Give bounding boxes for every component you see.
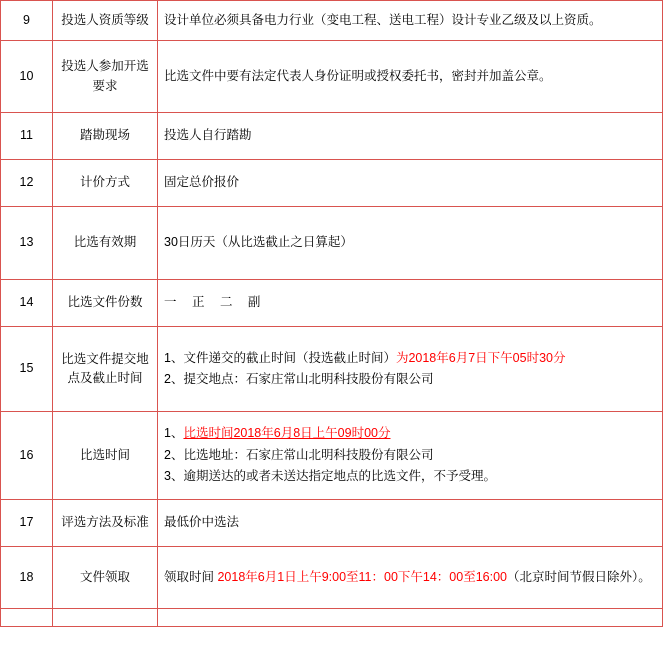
content-segment: 2、提交地点：石家庄常山北明科技股份有限公司 (164, 372, 434, 386)
content-segment: 30日历天（从比选截止之日算起） (164, 235, 353, 250)
row-number-cell: 18 (1, 547, 53, 609)
content-segment: （北京时间节假日除外）。 (507, 569, 651, 584)
table-row (1, 207, 663, 280)
row-content-cell (158, 113, 663, 160)
row-number-cell: 10 (1, 41, 53, 113)
content-line (164, 292, 656, 313)
row-content-cell (158, 500, 663, 547)
table-row (1, 500, 663, 547)
content-line (164, 466, 656, 487)
content-segment: 设计单位必须具备电力行业（变电工程、送电工程）设计专业乙级及以上资质。 (164, 12, 602, 27)
content-segment: 3、逾期送达的或者未送达指定地点的比选文件，不予受理。 (164, 469, 496, 484)
content-segment: 1、 (164, 426, 184, 441)
row-label-cell: 踏勘现场 (53, 113, 158, 160)
row-label-cell: 计价方式 (53, 160, 158, 207)
table-row (1, 113, 663, 160)
content-lines (164, 567, 656, 588)
row-content-cell (158, 327, 663, 412)
content-lines (164, 66, 656, 87)
row-number-cell: 12 (1, 160, 53, 207)
content-line (164, 66, 656, 87)
row-label-cell: 比选时间 (53, 412, 158, 500)
content-segment: 比选时间2018年6月8日上午09时00分 (183, 426, 391, 441)
content-line (164, 232, 656, 253)
content-segment: 比选文件中要有法定代表人身份证明或授权委托书，密封并加盖公章。 (164, 68, 552, 83)
row-content-cell (158, 547, 663, 609)
row-content-cell (158, 280, 663, 327)
row-number-cell: 16 (1, 412, 53, 500)
content-segment: 1、文件递交的截止时间（投选截止时间） (164, 350, 396, 365)
content-segment: 固定总价报价 (164, 175, 240, 190)
content-lines (164, 292, 656, 313)
content-segment: 领取时间 (164, 569, 218, 584)
content-line (164, 369, 656, 390)
row-label-cell: 投选人参加开选要求 (53, 41, 158, 113)
content-line (164, 423, 656, 444)
row-content-cell (158, 412, 663, 500)
row-label-cell: 比选文件提交地点及截止时间 (53, 327, 158, 412)
content-line (164, 567, 656, 588)
table-row (1, 412, 663, 500)
table-row (1, 41, 663, 113)
row-label-cell: 投选人资质等级 (53, 1, 158, 41)
content-lines (164, 172, 656, 193)
table-row (1, 1, 663, 41)
content-line (164, 445, 656, 466)
row-number-cell: 13 (1, 207, 53, 280)
row-label-cell (53, 609, 158, 627)
content-lines (164, 348, 656, 391)
row-number-cell: 17 (1, 500, 53, 547)
content-lines (164, 125, 656, 146)
row-label-cell: 比选文件份数 (53, 280, 158, 327)
content-line (164, 348, 656, 369)
table-row (1, 327, 663, 412)
table-row (1, 280, 663, 327)
row-content-cell (158, 207, 663, 280)
content-line (164, 125, 656, 146)
row-number-cell: 9 (1, 1, 53, 41)
row-label-cell: 比选有效期 (53, 207, 158, 280)
row-number-cell: 15 (1, 327, 53, 412)
content-line (164, 172, 656, 193)
table-body (1, 1, 663, 627)
row-content-cell (158, 1, 663, 41)
content-segment: 最低价中选法 (164, 515, 240, 530)
content-lines (164, 423, 656, 487)
row-label-cell: 评选方法及标准 (53, 500, 158, 547)
content-line (164, 10, 656, 31)
content-segment: 2018年6月1日上午9:00至11：00下午14：00至16:00 (217, 569, 507, 584)
row-label-cell: 文件领取 (53, 547, 158, 609)
content-segment: 一 正 二 副 (164, 295, 267, 310)
content-segment: 2、比选地址：石家庄常山北明科技股份有限公司 (164, 447, 434, 462)
content-lines (164, 232, 656, 253)
row-number-cell (1, 609, 53, 627)
content-segment: 为2018年6月7日下午05时30分 (395, 350, 566, 365)
table-row (1, 160, 663, 207)
content-lines (164, 512, 656, 533)
content-lines (164, 10, 656, 31)
table-row (1, 547, 663, 609)
content-line (164, 512, 656, 533)
row-number-cell: 14 (1, 280, 53, 327)
row-content-cell (158, 609, 663, 627)
row-number-cell: 11 (1, 113, 53, 160)
row-content-cell (158, 160, 663, 207)
content-segment: 投选人自行踏勘 (164, 128, 252, 143)
row-content-cell (158, 41, 663, 113)
table-row (1, 609, 663, 627)
